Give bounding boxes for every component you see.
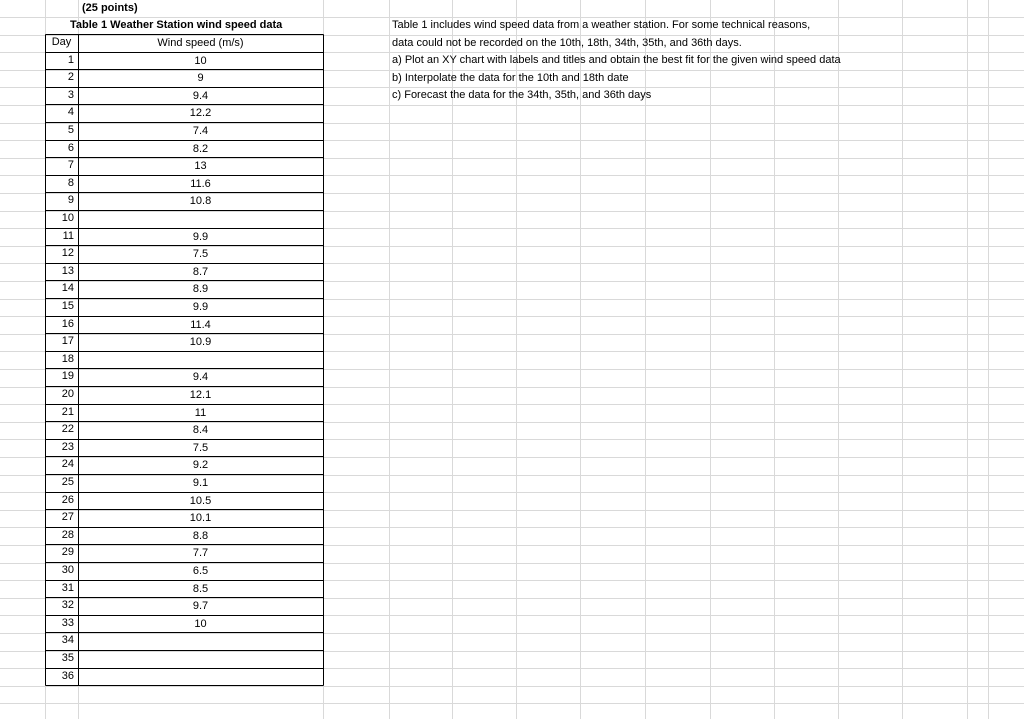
day-cell[interactable]: 2 [67, 71, 74, 84]
table-row [45, 580, 323, 598]
day-cell[interactable]: 29 [61, 546, 74, 559]
day-cell[interactable]: 1 [67, 53, 74, 66]
table-row [45, 140, 323, 158]
table-row [45, 474, 323, 492]
day-cell[interactable]: 21 [61, 405, 74, 418]
day-cell[interactable]: 19 [61, 370, 74, 383]
day-cell[interactable]: 12 [61, 247, 74, 260]
wind-speed-cell[interactable]: 9.1 [192, 477, 209, 489]
day-cell[interactable]: 5 [67, 124, 74, 136]
wind-speed-cell[interactable]: 9 [197, 72, 204, 85]
wind-speed-cell[interactable]: 9.4 [192, 371, 209, 384]
wind-speed-cell[interactable]: 9.2 [192, 459, 209, 472]
table-row [45, 280, 323, 298]
table-row [45, 104, 323, 122]
table-row [45, 175, 323, 193]
wind-speed-cell[interactable] [78, 650, 323, 668]
wind-speed-cell[interactable] [78, 351, 323, 369]
table-header-row [45, 34, 323, 52]
table-row [45, 192, 323, 210]
table-row [45, 351, 323, 369]
table-title: Table 1 Weather Station wind speed data [70, 19, 283, 31]
day-cell[interactable]: 3 [67, 88, 74, 101]
day-cell[interactable]: 22 [61, 423, 74, 436]
table-row [45, 544, 323, 562]
wind-speed-cell[interactable] [78, 668, 323, 686]
day-cell[interactable]: 18 [61, 352, 74, 365]
table-row [45, 210, 323, 228]
wind-speed-cell[interactable]: 10 [194, 54, 207, 67]
day-cell[interactable]: 14 [61, 282, 74, 295]
wind-speed-cell[interactable]: 11 [194, 406, 207, 419]
table-row [45, 456, 323, 474]
points-label: (25 points) [82, 2, 138, 14]
wind-speed-cell[interactable]: 12.2 [189, 107, 212, 120]
day-cell[interactable]: 7 [67, 159, 74, 172]
table-row [45, 87, 323, 105]
table-row [45, 668, 323, 686]
wind-speed-cell[interactable]: 7.5 [192, 248, 209, 261]
table-row [45, 527, 323, 545]
table-row [45, 298, 323, 316]
wind-speed-cell[interactable]: 8.2 [192, 142, 209, 155]
table-row [45, 632, 323, 650]
wind-speed-cell[interactable]: 7.4 [192, 125, 209, 137]
instruction-line: Table 1 includes wind speed data from a weather station. For some technical reasons, [392, 19, 811, 31]
wind-speed-cell[interactable] [78, 632, 323, 650]
day-cell[interactable]: 27 [61, 511, 74, 524]
day-cell[interactable]: 32 [61, 599, 74, 612]
wind-speed-cell[interactable]: 10.5 [189, 494, 212, 507]
day-cell[interactable]: 34 [61, 634, 74, 647]
table-row [45, 562, 323, 580]
table-row [45, 157, 323, 175]
wind-speed-cell[interactable]: 10.1 [189, 512, 212, 525]
table-row [45, 333, 323, 351]
wind-speed-cell[interactable]: 8.8 [192, 529, 209, 542]
wind-speed-cell[interactable]: 11.4 [190, 318, 211, 331]
table-row [45, 316, 323, 334]
day-cell[interactable]: 6 [67, 141, 74, 154]
wind-speed-cell[interactable]: 8.9 [192, 283, 209, 296]
table-row [45, 386, 323, 404]
table-row [45, 69, 323, 87]
table-row [45, 52, 323, 70]
wind-speed-cell[interactable]: 9.9 [192, 230, 209, 243]
wind-speed-cell[interactable]: 7.7 [192, 547, 209, 560]
table-row [45, 263, 323, 281]
wind-speed-cell[interactable]: 8.5 [192, 582, 209, 595]
table-row [45, 368, 323, 386]
wind-speed-cell[interactable]: 8.4 [192, 424, 209, 437]
day-cell[interactable]: 28 [61, 528, 74, 541]
table-row [45, 228, 323, 246]
wind-speed-cell[interactable]: 6.5 [192, 565, 209, 577]
day-cell[interactable]: 35 [61, 652, 74, 664]
table-row [45, 404, 323, 422]
table-row [45, 492, 323, 510]
wind-speed-cell[interactable] [78, 210, 323, 228]
table-row [45, 439, 323, 457]
day-cell[interactable]: 15 [61, 300, 74, 312]
table-row [45, 245, 323, 263]
wind-speed-cell[interactable]: 7.5 [192, 441, 209, 454]
instruction-line: c) Forecast the data for the 34th, 35th, and 36th days [392, 89, 652, 102]
table-row [45, 650, 323, 668]
instruction-line: a) Plot an XY chart with labels and titles and obtain the best fit for the given wind speed data [392, 54, 841, 67]
day-cell[interactable]: 13 [61, 264, 74, 277]
day-cell[interactable]: 17 [61, 335, 74, 348]
day-cell[interactable]: 4 [67, 106, 74, 119]
day-cell[interactable]: 8 [67, 176, 74, 189]
day-cell[interactable]: 16 [61, 317, 74, 330]
day-cell[interactable]: 10 [61, 212, 74, 224]
table-row [45, 509, 323, 527]
day-cell[interactable]: 26 [61, 493, 74, 506]
table-row [45, 421, 323, 439]
instruction-line: data could not be recorded on the 10th, 18th, 34th, 35th, and 36th days. [392, 36, 742, 49]
day-cell[interactable]: 11 [62, 229, 74, 242]
day-cell[interactable]: 20 [61, 388, 74, 400]
day-cell[interactable]: 36 [61, 669, 74, 682]
wind-speed-cell[interactable]: 9.9 [192, 301, 209, 313]
day-cell[interactable]: 33 [61, 616, 74, 629]
table-row [45, 597, 323, 615]
wind-speed-cell[interactable]: 12.1 [189, 389, 212, 401]
wind-speed-table [45, 34, 323, 685]
wind-speed-cell[interactable]: 9.4 [192, 89, 209, 102]
wind-speed-cell[interactable]: 11.6 [190, 177, 211, 190]
day-cell[interactable]: 31 [61, 581, 74, 594]
table-row [45, 615, 323, 633]
day-cell[interactable]: 30 [61, 564, 74, 576]
day-column-header[interactable]: Day [51, 36, 72, 48]
wind-speed-cell[interactable]: 13 [194, 160, 207, 173]
day-cell[interactable]: 23 [61, 440, 74, 453]
instruction-line: b) Interpolate the data for the 10th and 18th date [392, 71, 629, 84]
day-cell[interactable]: 24 [61, 458, 74, 471]
wind-speed-cell[interactable]: 10.8 [189, 195, 212, 208]
day-cell[interactable]: 25 [61, 476, 74, 488]
wind-speed-column-header[interactable]: Wind speed (m/s) [157, 37, 244, 49]
table-row [45, 122, 323, 140]
wind-speed-cell[interactable]: 10 [194, 617, 207, 630]
wind-speed-cell[interactable]: 9.7 [192, 600, 209, 613]
day-cell[interactable]: 9 [67, 194, 74, 207]
wind-speed-cell[interactable]: 10.9 [189, 336, 212, 349]
wind-speed-cell[interactable]: 8.7 [192, 265, 209, 278]
